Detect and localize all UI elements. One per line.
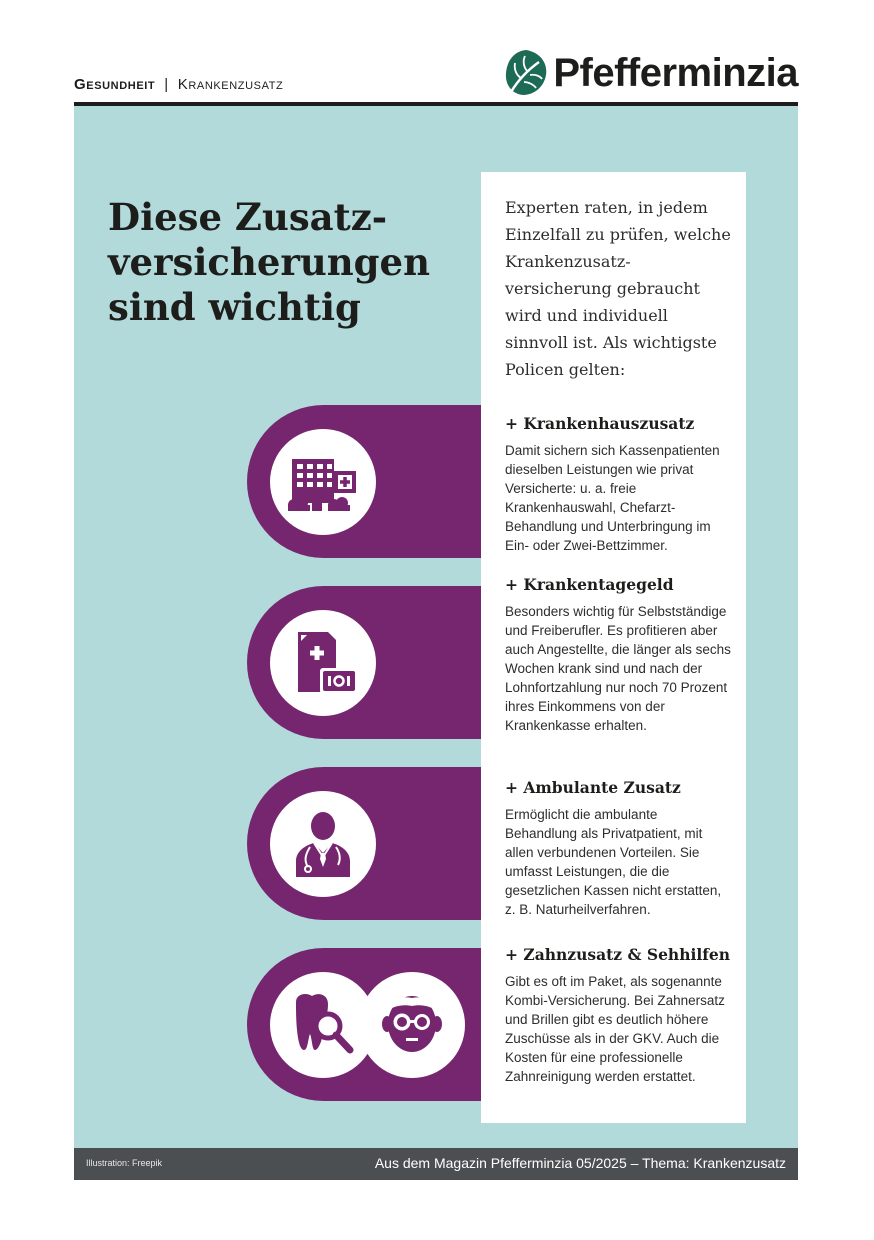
- mint-leaf-icon: [503, 48, 549, 98]
- brand-name: Pfefferminzia: [553, 50, 798, 95]
- section-name: Gesundheit: [74, 76, 156, 93]
- item-text: Besonders wichtig für Selbstständige und Freiberufler. Es profitieren aber auch Angestellte, die länger als sechs Wochen krank sind und nach der Lohnfortzahlung nur noch 70 Prozent ihres Einkommens von der Krankenkasse erhalten.: [505, 604, 731, 733]
- page-footer: [74, 1148, 798, 1180]
- item-heading: + Krankentagegeld: [505, 575, 674, 594]
- icon-circle: [270, 791, 376, 897]
- item-text: Gibt es oft im Paket, als sogenannte Kombi-Versicherung. Bei Zahnersatz und Brillen gibt es deutlich höhere Zuschüsse als in der GKV. Auch die Kosten für eine professionelle Zahnreinigung werden erstattet.: [505, 974, 725, 1084]
- glasses-face-icon: [367, 980, 457, 1070]
- item-text: Damit sichern sich Kassenpatienten dieselben Leistungen wie privat Versicherte: u. a. freie Krankenhauswahl, Chefarzt-Behandlung und Unterbringung im Ein- oder Zwei-Bettzimmer.: [505, 443, 720, 553]
- page-header: [74, 50, 798, 104]
- brand-logo[interactable]: [503, 48, 798, 98]
- tooth-icon: [278, 980, 368, 1070]
- icon-band-hospital: [247, 405, 487, 558]
- icon-circle-glasses: [359, 972, 465, 1078]
- icon-band-tooth-glasses: [247, 948, 487, 1101]
- section-separator: |: [164, 76, 169, 93]
- insurance-item-outpatient: [505, 778, 733, 919]
- insurance-item-sick-pay: [505, 575, 733, 735]
- section-label: [74, 76, 283, 93]
- insurance-item-hospital: [505, 414, 733, 555]
- subsection-name: Krankenzusatz: [177, 76, 284, 93]
- info-card: [481, 172, 746, 1123]
- item-heading: + Zahnzusatz & Sehhilfen: [505, 945, 731, 964]
- doctor-icon: [278, 799, 368, 889]
- intro-text: Experten raten, in jedem Einzelfall zu prüfen, welche Krankenzusatz-versicherung gebraucht wird und individuell sinnvoll ist. Als wichtigste Policen gelten:: [505, 198, 731, 379]
- page-title: Diese Zusatz-versicherungen sind wichtig: [108, 195, 430, 329]
- icon-circle: [270, 610, 376, 716]
- hospital-icon: [278, 437, 368, 527]
- illustration-credit: Illustration: Freepik: [86, 1158, 163, 1168]
- icon-band-doctor: [247, 767, 487, 920]
- item-text: Ermöglicht die ambulante Behandlung als Privatpatient, mit allen verbundenen Vorteilen. Sie umfasst Leistungen, die die gesetzlichen Kassen nicht erstatten, z. B. Naturheilverfahren.: [505, 807, 722, 917]
- item-heading: + Ambulante Zusatz: [505, 778, 681, 797]
- icon-band-sick-pay: [247, 586, 487, 739]
- magazine-source: Aus dem Magazin Pfefferminzia 05/2025 – Thema: Krankenzusatz: [374, 1155, 786, 1171]
- icon-circle: [270, 429, 376, 535]
- sick-pay-icon: [278, 618, 368, 708]
- item-heading: + Krankenhauszusatz: [505, 414, 695, 433]
- insurance-item-dental-vision: [505, 945, 733, 1086]
